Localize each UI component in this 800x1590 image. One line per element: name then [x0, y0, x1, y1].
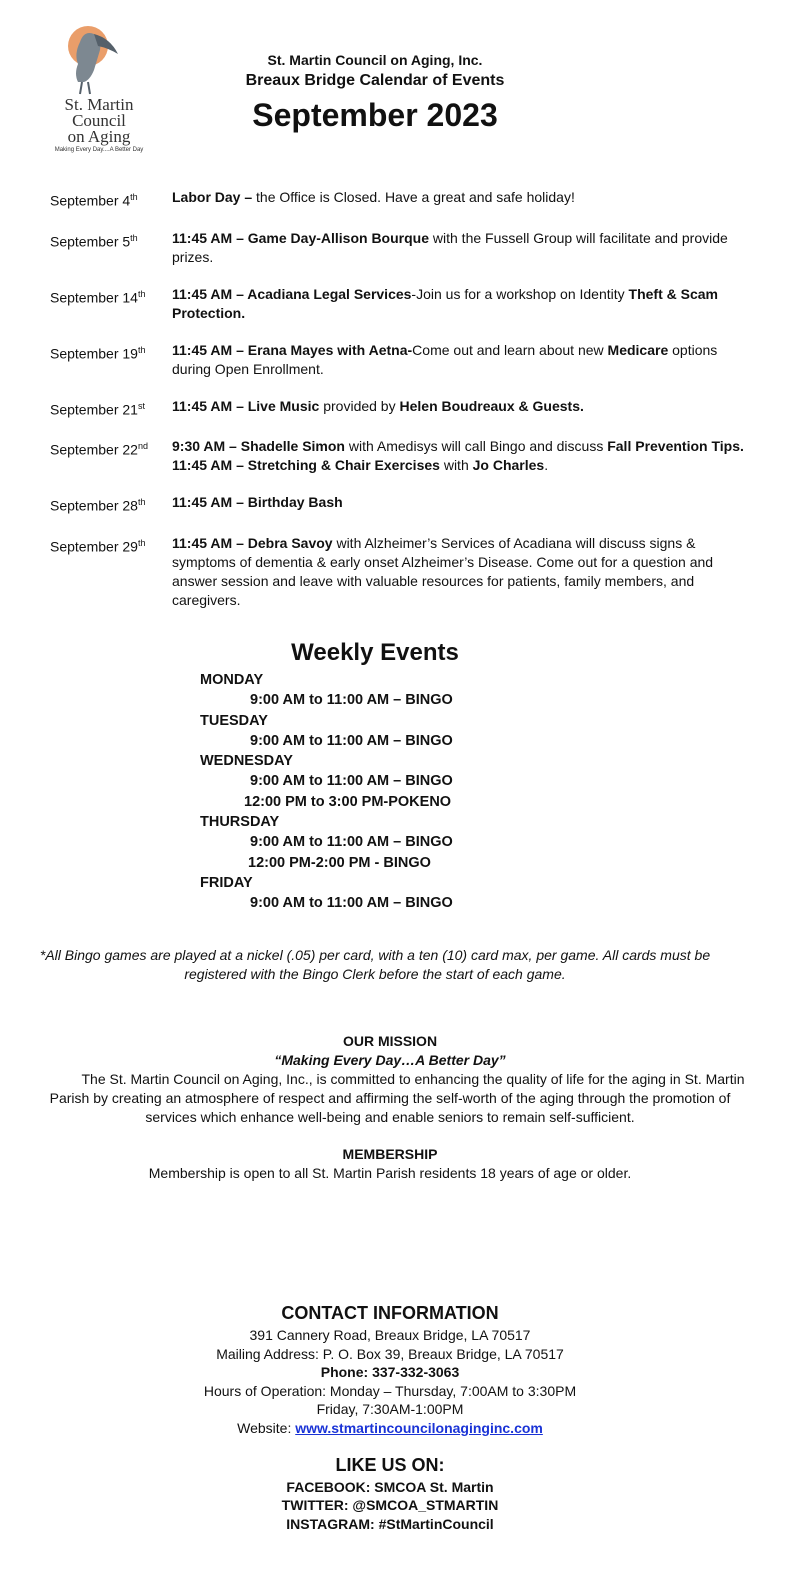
event-row	[50, 341, 750, 379]
event-date-text: September 21	[50, 401, 138, 418]
event-date-text: September 14	[50, 289, 138, 306]
event-date-text: September 28	[50, 497, 138, 514]
social-instagram: INSTAGRAM: #StMartinCouncil	[286, 1515, 494, 1532]
event-text-segment: with	[439, 457, 473, 474]
event-date-suffix: th	[137, 537, 146, 548]
event-date-suffix: th	[137, 288, 146, 299]
event-text-segment: .	[544, 457, 549, 474]
event-description	[172, 493, 750, 516]
weekly-days-list	[200, 670, 560, 914]
weekly-day-name: TUESDAY	[200, 712, 268, 729]
event-date-suffix: st	[137, 400, 145, 411]
event-date-text: September 4	[50, 192, 131, 209]
event-row	[50, 397, 750, 420]
page-title: September 2023	[252, 97, 498, 133]
event-date	[50, 341, 172, 379]
event-date	[50, 229, 172, 267]
social-facebook: FACEBOOK: SMCOA St. Martin	[286, 1478, 494, 1495]
event-date-suffix: th	[137, 497, 146, 508]
weekly-events-title: Weekly Events	[291, 639, 459, 666]
event-date	[50, 397, 172, 420]
logo-tagline: Making Every Day....A Better Day	[54, 147, 144, 153]
event-description	[172, 229, 750, 267]
website-link[interactable]: www.stmartincouncilonaginginc.com	[295, 1419, 543, 1436]
organization-logo	[44, 24, 154, 156]
event-text-segment: Helen Boudreaux & Guests.	[399, 397, 584, 414]
event-description	[172, 534, 750, 610]
event-text-segment: Jo Charles	[472, 457, 545, 474]
event-date	[50, 285, 172, 323]
contact-mailing: Mailing Address: P. O. Box 39, Breaux Bridge, LA 70517	[216, 1345, 564, 1362]
weekly-time-slot: 9:00 AM to 11:00 AM – BINGO	[250, 834, 453, 851]
contact-website	[190, 1419, 590, 1438]
event-date-text: September 29	[50, 538, 138, 555]
mission-body: The St. Martin Council on Aging, Inc., is committed to enhancing the quality of life for the aging in St. Martin Parish by creating an atmosphere of respect and affirming the self-worth of the aging through the promotion of services which enhance well-being and enable seniors to remain self-sufficient.	[49, 1071, 745, 1125]
weekly-day-name: MONDAY	[200, 672, 264, 688]
event-text-segment: 11:45 AM – Birthday Bash	[172, 494, 343, 511]
calendar-title: Breaux Bridge Calendar of Events	[245, 72, 505, 89]
event-text-segment: 11:45 AM – Acadiana Legal Services	[172, 285, 412, 302]
event-text-segment: Fall Prevention Tips.	[607, 438, 744, 455]
event-date-text: September 5	[50, 233, 131, 250]
mission-motto: “Making Every Day…A Better Day”	[274, 1052, 506, 1068]
event-text-segment: Medicare	[607, 341, 669, 358]
event-description	[172, 341, 750, 379]
social-title: LIKE US ON:	[335, 1454, 445, 1475]
logo-line-3: on Aging	[67, 127, 131, 146]
contact-section	[190, 1300, 590, 1533]
bingo-note: *All Bingo games are played at a nickel (.05) per card, with a ten (10) card max, per game. All cards must be registered with the Bingo Clerk before the start of each game.	[39, 947, 711, 982]
contact-hours-weekday: Hours of Operation: Monday – Thursday, 7:00AM to 3:30PM	[203, 1382, 577, 1399]
weekly-time-slot: 9:00 AM to 11:00 AM – BINGO	[250, 692, 453, 709]
events-list	[50, 188, 750, 628]
contact-title: CONTACT INFORMATION	[281, 1303, 499, 1323]
event-date-text: September 22	[50, 441, 138, 458]
website-label: Website:	[237, 1419, 296, 1436]
event-row	[50, 229, 750, 267]
event-description	[172, 397, 750, 420]
weekly-time-slot: 9:00 AM to 11:00 AM – BINGO	[250, 895, 453, 912]
contact-address: 391 Cannery Road, Breaux Bridge, LA 70517	[249, 1327, 531, 1343]
logo-line-2: Council	[72, 111, 126, 130]
mission-title: OUR MISSION	[342, 1033, 438, 1049]
event-row	[50, 437, 750, 475]
event-date-suffix: th	[130, 232, 138, 243]
weekly-time-slot: 12:00 PM to 3:00 PM-POKENO	[244, 793, 452, 810]
event-row	[50, 534, 750, 610]
event-row	[50, 285, 750, 323]
event-row	[50, 188, 750, 211]
contact-phone: Phone: 337-332-3063	[320, 1364, 460, 1381]
event-date	[50, 437, 172, 475]
event-description	[172, 188, 750, 211]
event-date-text: September 19	[50, 345, 138, 362]
event-date-suffix: th	[137, 344, 146, 355]
event-text-segment: 11:45 AM – Debra Savoy	[172, 534, 333, 551]
membership-title: MEMBERSHIP	[342, 1146, 438, 1162]
logo-line-1: St. Martin	[64, 95, 134, 114]
event-text-segment: -Join us for a workshop on Identity	[411, 285, 629, 302]
event-text-segment: 11:45 AM – Stretching & Chair Exercises	[172, 457, 440, 474]
event-text-segment: 11:45 AM – Erana Mayes with Aetna-	[172, 341, 413, 358]
event-text-segment: 11:45 AM – Game Day-Allison Bourque	[172, 229, 429, 246]
event-date	[50, 493, 172, 516]
event-description	[172, 285, 750, 323]
event-text-segment: Theft & Scam Protection.	[172, 285, 718, 321]
contact-hours-friday: Friday, 7:30AM-1:00PM	[316, 1401, 464, 1418]
event-text-segment: 9:30 AM – Shadelle Simon	[172, 438, 345, 455]
weekly-day-name: FRIDAY	[200, 874, 253, 891]
weekly-time-slot: 9:00 AM to 11:00 AM – BINGO	[250, 773, 453, 790]
weekly-day-name: THURSDAY	[200, 814, 280, 831]
social-twitter: TWITTER: @SMCOA_STMARTIN	[281, 1497, 499, 1514]
pelican-logo-icon	[44, 24, 154, 96]
event-date	[50, 534, 172, 610]
membership-body: Membership is open to all St. Martin Parish residents 18 years of age or older.	[148, 1165, 632, 1181]
weekly-time-slot: 9:00 AM to 11:00 AM – BINGO	[250, 732, 453, 749]
page-header	[200, 50, 550, 136]
weekly-day-name: WEDNESDAY	[200, 753, 293, 770]
mission-section	[30, 1032, 750, 1183]
event-description	[172, 437, 750, 475]
event-text-segment: provided by	[319, 397, 400, 414]
organization-name: St. Martin Council on Aging, Inc.	[267, 52, 483, 68]
event-date-suffix: nd	[137, 441, 148, 452]
event-text-segment: options during Open Enrollment.	[172, 341, 718, 377]
event-date-suffix: th	[130, 192, 138, 202]
event-text-segment: with Amedisys will call Bingo and discuss	[344, 438, 608, 455]
event-text-segment: with Alzheimer’s Services of Acadiana will discuss signs & symptoms of dementia & early onset Alzheimer’s Disease. Come out for a question and answer session and leave with valuable resources for patients, family members, and caregivers.	[172, 534, 714, 608]
event-text-segment: Come out and learn about new	[412, 341, 608, 358]
weekly-events	[200, 636, 560, 914]
event-text-segment: the Office is Closed. Have a great and safe holiday!	[256, 189, 575, 205]
event-row	[50, 493, 750, 516]
event-text-segment: Labor Day –	[172, 189, 257, 205]
event-text-segment: with the Fussell Group will facilitate and provide prizes.	[172, 229, 728, 265]
weekly-time-slot: 12:00 PM-2:00 PM - BINGO	[248, 854, 431, 871]
event-text-segment: 11:45 AM – Live Music	[172, 397, 320, 414]
event-date	[50, 188, 172, 211]
